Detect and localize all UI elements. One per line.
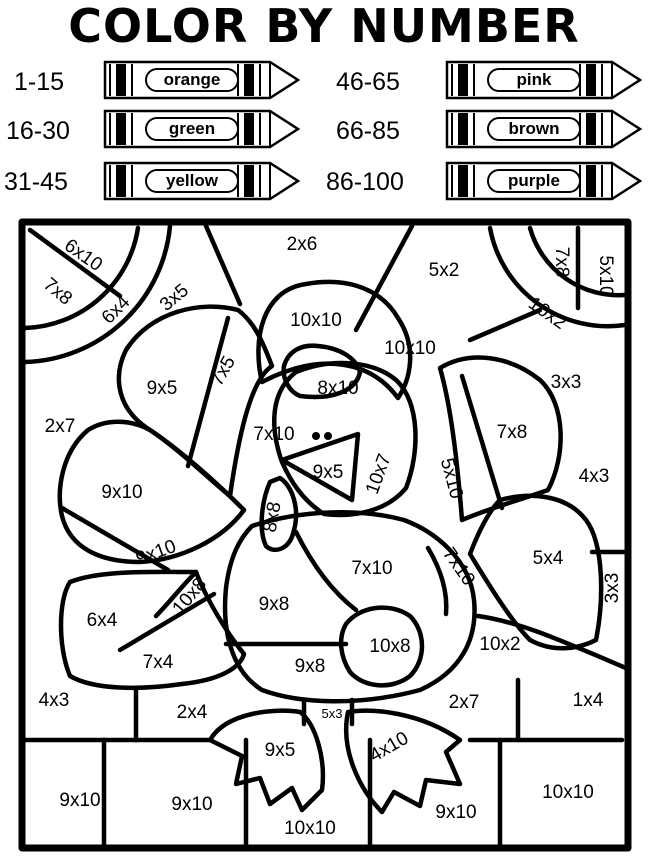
region-label: 2x4 (176, 702, 208, 723)
region-label: 2x7 (448, 692, 480, 713)
region-label: 4x3 (38, 690, 70, 711)
key-range: 86-100 (326, 168, 404, 196)
region-label: 9x10 (101, 482, 143, 503)
region-label: 7x10 (438, 543, 479, 590)
eye-dot (324, 432, 332, 440)
region-label: 10x8 (369, 636, 411, 657)
region-label: 9x10 (59, 790, 101, 811)
region-label: 2x7 (44, 416, 76, 437)
region-label: 2x6 (286, 234, 318, 255)
region-label: 9x8 (294, 656, 326, 677)
region-label: 1x4 (572, 690, 604, 711)
eye-dot (312, 432, 320, 440)
region-label: 8x8 (259, 500, 286, 534)
region-label: 7x5 (206, 352, 240, 390)
region-label: 7x8 (551, 246, 572, 278)
key-range: 16-30 (6, 117, 70, 145)
region-label: 5x4 (532, 548, 564, 569)
region-label: 6x10 (60, 235, 107, 276)
region-label: 9x5 (264, 740, 296, 761)
region-label: 6x4 (86, 610, 118, 631)
key-range: 1-15 (14, 68, 65, 96)
region-label: 7x10 (253, 424, 295, 445)
key-range: 46-65 (336, 68, 400, 96)
region-label: 7x10 (351, 558, 393, 579)
region-label: 5x2 (428, 260, 460, 281)
crayon-label: yellow (166, 171, 218, 190)
crayon-label: purple (508, 171, 560, 190)
region-label: 8x10 (317, 378, 359, 399)
region-label: 10x2 (524, 293, 571, 334)
crayon-label: orange (163, 70, 221, 89)
region-label: 5x10 (595, 255, 616, 297)
region-label: 6x4 (97, 291, 135, 329)
region-label: 10x10 (542, 782, 594, 803)
region-label: 4x3 (578, 466, 610, 487)
key-range: 66-85 (336, 117, 400, 145)
region-label: 10x10 (284, 818, 336, 839)
region-label: 10x7 (361, 451, 396, 498)
region-label: 9x8 (258, 594, 290, 615)
region-label: 7x8 (496, 422, 528, 443)
region-label: 9x5 (146, 378, 178, 399)
region-label: 10x2 (479, 634, 521, 655)
region-label: 9x10 (133, 535, 180, 570)
crayon-label: green (168, 119, 216, 138)
region-label: 9x5 (312, 462, 344, 483)
region-label: 9x10 (435, 802, 477, 823)
crayon-label: brown (508, 119, 560, 138)
crayon-label: pink (516, 70, 552, 89)
region-label: 10x10 (384, 338, 436, 359)
region-label: 3x5 (155, 279, 193, 316)
region-label: 3x3 (602, 572, 623, 604)
region-label: 10x8 (168, 573, 212, 619)
key-range: 31-45 (4, 168, 68, 196)
region-label: 4x10 (366, 727, 413, 767)
region-label: 7x4 (142, 652, 174, 673)
region-label: 5x10 (435, 455, 467, 502)
region-label: 9x10 (171, 794, 213, 815)
page-title: COLOR BY NUMBER (68, 0, 580, 53)
region-label: 3x3 (550, 372, 582, 393)
region-labels (39, 234, 623, 839)
region-label: 7x8 (39, 273, 77, 310)
region-label: 10x10 (290, 310, 342, 331)
region-label: 5x3 (321, 706, 343, 721)
